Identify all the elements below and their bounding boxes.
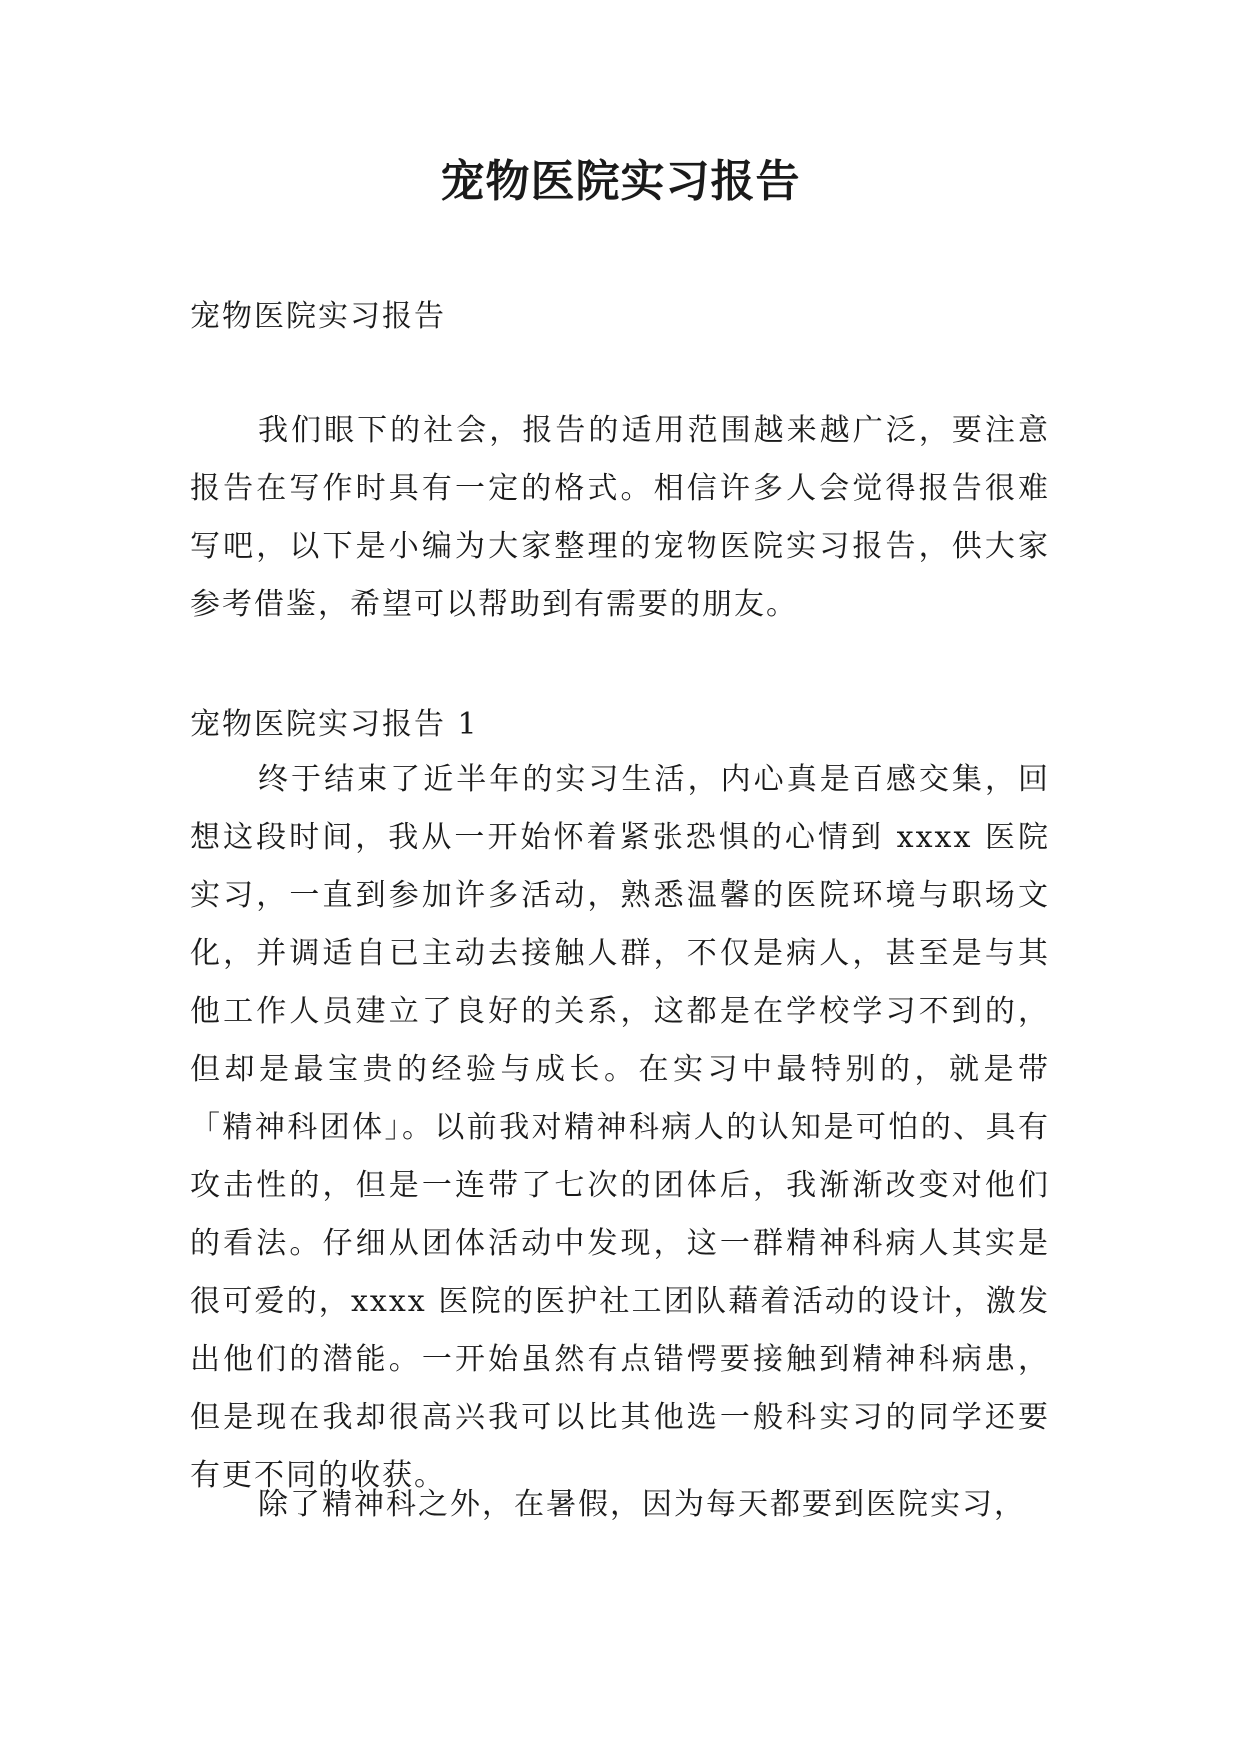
- body-paragraph: 终于结束了近半年的实习生活，内心真是百感交集，回想这段时间，我从一开始怀着紧张恐惧的心情到 xxxx 医院实习，一直到参加许多活动，熟悉温馨的医院环境与职场文化，并调适自已主动去接触人群，不仅是病人，甚至是与其他工作人员建立了良好的关系，这都是在学校学习不到的，但却是最宝贵的经验与成长。在实习中最特别的，就是带「精神科团体」。以前我对精神科病人的认知是可怕的、具有攻击性的，但是一连带了七次的团体后，我渐渐改变对他们的看法。仔细从团体活动中发现，这一群精神科病人其实是很可爱的，xxxx 医院的医护社工团队藉着活动的设计，激发出他们的潜能。一开始虽然有点错愕要接触到精神科病患，但是现在我却很高兴我可以比其他选一般科实习的同学还要有更不同的收获。: [190, 762, 1050, 1493]
- section-heading: 宠物医院实习报告 1: [190, 707, 479, 742]
- body-paragraph: 除了精神科之外，在暑假，因为每天都要到医院实习，: [258, 1487, 1026, 1522]
- intro-paragraph: 我们眼下的社会，报告的适用范围越来越广泛，要注意报告在写作时具有一定的格式。相信许多人会觉得报告很难写吧，以下是小编为大家整理的宠物医院实习报告，供大家参考借鉴，希望可以帮助到有需要的朋友。: [190, 413, 1050, 622]
- document-subtitle: 宠物医院实习报告: [190, 299, 446, 334]
- document-title: 宠物医院实习报告: [440, 156, 801, 207]
